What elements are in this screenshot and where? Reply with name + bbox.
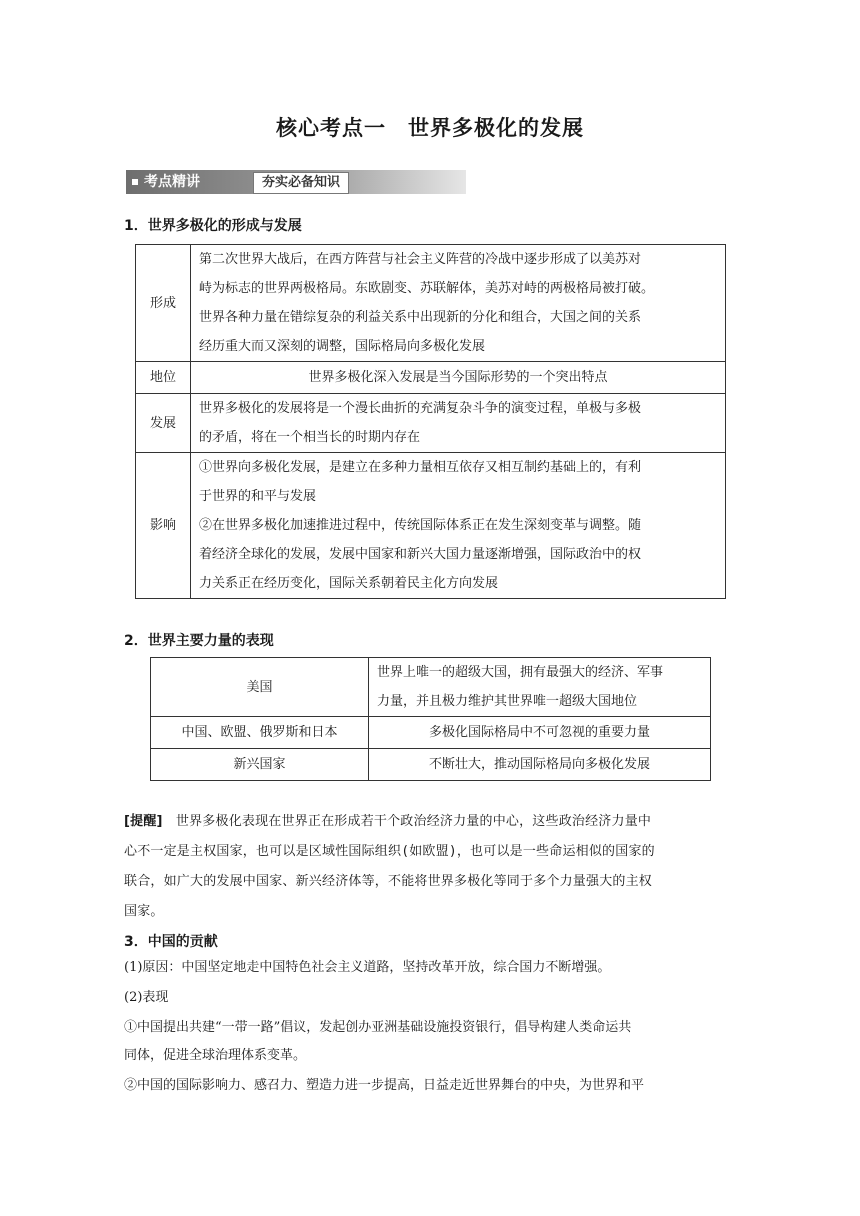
reminder-note bbox=[124, 807, 734, 927]
text-line: 力关系正在经历变化，国际关系朝着民主化方向发展 bbox=[199, 576, 499, 591]
text-line: 心不一定是主权国家，也可以是区域性国际组织(如欧盟)，也可以是一些命运相似的国家的 bbox=[124, 844, 655, 859]
row-label: 美国 bbox=[151, 658, 369, 717]
text-line: 于世界的和平与发展 bbox=[199, 489, 317, 504]
table-row bbox=[136, 394, 726, 453]
text-line: 的矛盾，将在一个相当长的时期内存在 bbox=[199, 430, 421, 445]
section3-heading: 3．中国的贡献 bbox=[124, 934, 218, 950]
text-line: 峙为标志的世界两极格局。东欧剧变、苏联解体，美苏对峙的两极格局被打破。 bbox=[199, 281, 655, 296]
performance-item: ①中国提出共建“一带一路”倡议，发起创办亚洲基础设施投资银行，倡导构建人类命运共 bbox=[124, 1020, 632, 1035]
multipolarity-table bbox=[135, 244, 726, 599]
table-row bbox=[136, 245, 726, 362]
table-row bbox=[136, 453, 726, 599]
performance-item: 同体，促进全球治理体系变革。 bbox=[124, 1048, 307, 1063]
row-label: 影响 bbox=[136, 453, 191, 599]
text-line: 世界多极化的发展将是一个漫长曲折的充满复杂斗争的演变过程，单极与多极 bbox=[199, 401, 642, 416]
row-content bbox=[191, 362, 726, 394]
text-line: 力量，并且极力维护其世界唯一超级大国地位 bbox=[377, 694, 638, 709]
performance-label: (2)表现 bbox=[124, 990, 169, 1005]
row-content bbox=[369, 658, 711, 717]
section-banner bbox=[126, 170, 466, 194]
text-line: 世界多极化深入发展是当今国际形势的一个突出特点 bbox=[308, 370, 608, 385]
row-label: 发展 bbox=[136, 394, 191, 453]
row-label: 形成 bbox=[136, 245, 191, 362]
powers-table bbox=[150, 657, 711, 781]
text-line: 世界各种力量在错综复杂的利益关系中出现新的分化和组合，大国之间的关系 bbox=[199, 310, 642, 325]
row-content bbox=[191, 394, 726, 453]
text-line: 国家。 bbox=[124, 904, 164, 919]
banner-right-label: 夯实必备知识 bbox=[253, 172, 349, 194]
row-label: 中国、欧盟、俄罗斯和日本 bbox=[151, 717, 369, 749]
square-bullet-icon bbox=[132, 179, 138, 185]
text-line: ②在世界多极化加速推进过程中，传统国际体系正在发生深刻变革与调整。随 bbox=[199, 518, 642, 533]
section1-heading: 1．世界多极化的形成与发展 bbox=[124, 218, 302, 234]
text-span: 世界多极化表现在世界正在形成若干个政治经济力量的中心，这些政治经济力量中 bbox=[175, 814, 652, 829]
table-row bbox=[151, 749, 711, 781]
row-content bbox=[191, 245, 726, 362]
text-line bbox=[124, 807, 734, 837]
row-content: 多极化国际格局中不可忽视的重要力量 bbox=[369, 717, 711, 749]
row-content: 不断壮大，推动国际格局向多极化发展 bbox=[369, 749, 711, 781]
table-row bbox=[151, 717, 711, 749]
row-content bbox=[191, 453, 726, 599]
table-row bbox=[151, 658, 711, 717]
reason-text: (1)原因：中国坚定地走中国特色社会主义道路，坚持改革开放，综合国力不断增强。 bbox=[124, 960, 611, 975]
performance-item: ②中国的国际影响力、感召力、塑造力进一步提高，日益走近世界舞台的中央，为世界和平 bbox=[124, 1078, 645, 1093]
text-line: 联合，如广大的发展中国家、新兴经济体等，不能将世界多极化等同于多个力量强大的主权 bbox=[124, 874, 653, 889]
row-label: 新兴国家 bbox=[151, 749, 369, 781]
section2-heading: 2．世界主要力量的表现 bbox=[124, 633, 274, 649]
text-line: 经历重大而又深刻的调整，国际格局向多极化发展 bbox=[199, 339, 486, 354]
table-row bbox=[136, 362, 726, 394]
text-line: 着经济全球化的发展，发展中国家和新兴大国力量逐渐增强，国际政治中的权 bbox=[199, 547, 642, 562]
banner-left-label bbox=[130, 172, 200, 192]
text-line: ①世界向多极化发展，是建立在多种力量相互依存又相互制约基础上的，有利 bbox=[199, 460, 642, 475]
row-label: 地位 bbox=[136, 362, 191, 394]
text-line: 世界上唯一的超级大国，拥有最强大的经济、军事 bbox=[377, 665, 664, 680]
text-line: 第二次世界大战后，在西方阵营与社会主义阵营的冷战中逐步形成了以美苏对 bbox=[199, 252, 642, 267]
reminder-label: [提醒] bbox=[124, 814, 163, 829]
page-title: 核心考点一 世界多极化的发展 bbox=[276, 116, 584, 140]
banner-left-text: 考点精讲 bbox=[144, 174, 200, 190]
